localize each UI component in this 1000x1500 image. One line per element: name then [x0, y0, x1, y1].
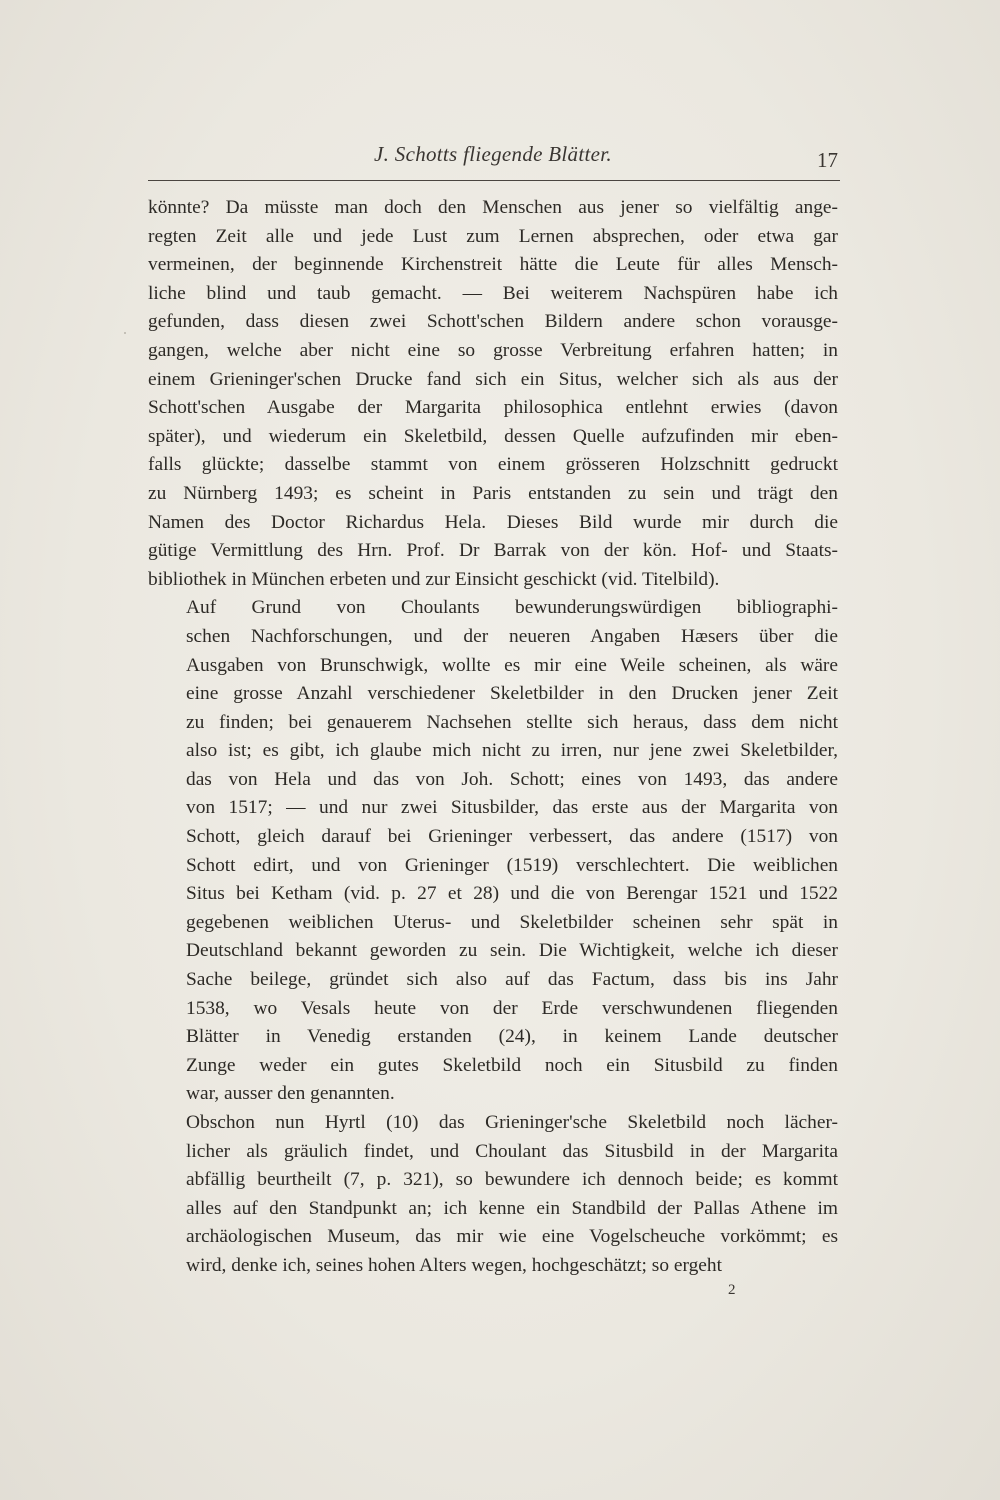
paragraph-3 — [148, 1109, 838, 1281]
header-rule — [148, 180, 840, 181]
text-line: licher als gräulich findet, und Choulant das Situsbild in der Margarita — [186, 1140, 838, 1162]
text-line: das von Hela und das von Joh. Schott; eines von 1493, das andere — [186, 768, 838, 790]
text-line: Schott, gleich darauf bei Grieninger verbessert, das andere (1517) von — [186, 826, 838, 848]
text-line: Ausgaben von Brunschwigk, wollte es mir eine Weile scheinen, als wäre — [186, 654, 838, 676]
text-line: könnte? Da müsste man doch den Menschen aus jener so vielfältig ange- — [148, 197, 838, 218]
text-line: archäologischen Museum, das mir wie eine Vogelscheuche vorkömmt; es — [186, 1226, 838, 1248]
text-line: gangen, welche aber nicht eine so grosse Verbreitung erfahren hatten; in — [148, 339, 838, 361]
text-line: von 1517; — und nur zwei Situsbilder, das erste aus der Margarita von — [186, 797, 838, 819]
text-line: gütige Vermittlung des Hrn. Prof. Dr Barrak von der kön. Hof- und Staats- — [148, 540, 838, 562]
text-line: Blätter in Venedig erstanden (24), in keinem Lande deutscher — [186, 1026, 838, 1048]
text-line: Schott edirt, und von Grieninger (1519) verschlechtert. Die weiblichen — [186, 854, 838, 876]
text-line: 1538, wo Vesals heute von der Erde verschwundenen fliegenden — [186, 997, 838, 1019]
text-line: gefunden, dass diesen zwei Schott'schen Bildern andere schon vorausge- — [148, 311, 838, 333]
text-line: Schott'schen Ausgabe der Margarita philosophica entlehnt erwies (davon — [148, 397, 838, 419]
text-line: Situs bei Ketham (vid. p. 27 et 28) und die von Berengar 1521 und 1522 — [186, 883, 838, 905]
text-line: regten Zeit alle und jede Lust zum Lernen absprechen, oder etwa gar — [148, 225, 838, 247]
paragraph-1 — [148, 194, 838, 594]
paper-speck — [124, 332, 126, 334]
running-head — [148, 142, 838, 178]
text-line: gegebenen weiblichen Uterus- und Skeletbilder scheinen sehr spät in — [186, 911, 838, 933]
text-line: liche blind und taub gemacht. — Bei weiterem Nachspüren habe ich — [148, 282, 838, 304]
body-text — [148, 194, 838, 1281]
text-line: war, ausser den genannten. — [186, 1083, 395, 1105]
text-line: alles auf den Standpunkt an; ich kenne ein Standbild der Pallas Athene im — [186, 1197, 838, 1219]
text-line: später), und wiederum ein Skeletbild, dessen Quelle aufzufinden mir eben- — [148, 425, 838, 447]
text-line: schen Nachforschungen, und der neueren Angaben Hæsers über die — [186, 625, 838, 647]
text-line: Zunge weder ein gutes Skeletbild noch ein Situsbild zu finden — [186, 1054, 838, 1076]
text-line: Deutschland bekannt geworden zu sein. Die Wichtigkeit, welche ich dieser — [186, 940, 838, 962]
text-line: eine grosse Anzahl verschiedener Skeletbilder in den Drucken jener Zeit — [186, 683, 838, 705]
page-number: 17 — [817, 148, 838, 172]
text-line: vermeinen, der beginnende Kirchenstreit hätte die Leute für alles Mensch- — [148, 254, 838, 276]
text-line: Auf Grund von Choulants bewunderungswürdigen bibliographi- — [186, 597, 838, 619]
text-line: zu finden; bei genauerem Nachsehen stellte sich heraus, dass dem nicht — [186, 711, 838, 733]
signature-mark: 2 — [728, 1282, 736, 1298]
text-line: Sache beilege, gründet sich also auf das Factum, dass bis ins Jahr — [186, 969, 838, 991]
text-line: Obschon nun Hyrtl (10) das Grieninger'sche Skeletbild noch lächer- — [186, 1112, 838, 1133]
paragraph-2 — [148, 594, 838, 1109]
text-line: falls glückte; dasselbe stammt von einem grösseren Holzschnitt gedruckt — [148, 454, 838, 476]
text-line: Namen des Doctor Richardus Hela. Dieses Bild wurde mir durch die — [148, 511, 838, 533]
text-line: abfällig beurtheilt (7, p. 321), so bewundere ich dennoch beide; es kommt — [186, 1169, 838, 1191]
text-line: wird, denke ich, seines hohen Alters wegen, hochgeschätzt; so ergeht — [186, 1254, 722, 1276]
text-line: also ist; es gibt, ich glaube mich nicht zu irren, nur jene zwei Skeletbilder, — [186, 740, 838, 762]
text-line: bibliothek in München erbeten und zur Einsicht geschickt (vid. Titelbild). — [148, 568, 720, 590]
text-line: einem Grieninger'schen Drucke fand sich ein Situs, welcher sich als aus der — [148, 368, 838, 390]
text-line: zu Nürnberg 1493; es scheint in Paris entstanden zu sein und trägt den — [148, 482, 838, 504]
running-title: J. Schotts fliegende Blätter. — [374, 142, 612, 166]
